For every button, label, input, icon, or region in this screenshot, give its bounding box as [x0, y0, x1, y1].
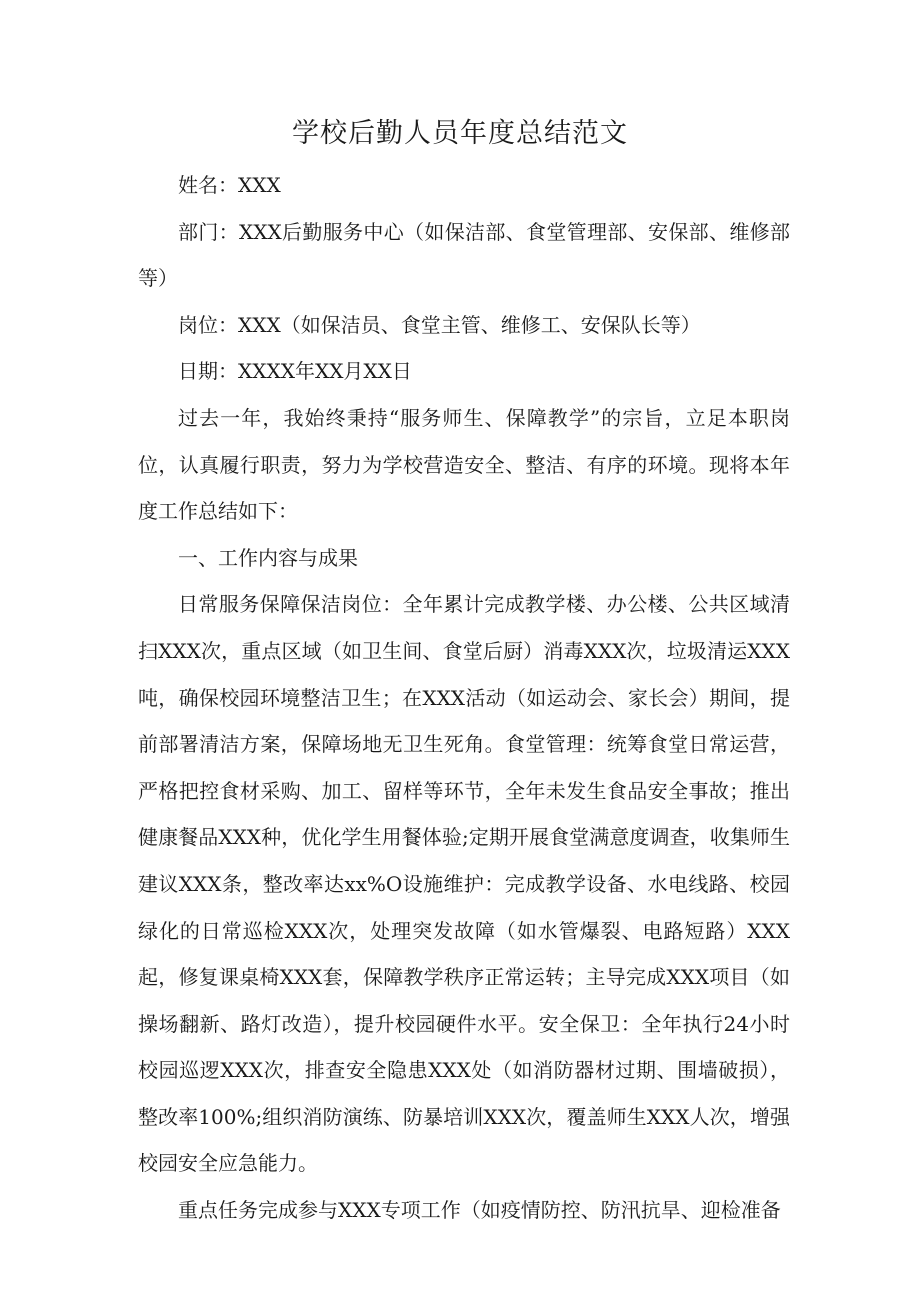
document-body	[138, 162, 790, 1234]
intro-paragraph: 过去一年，我始终秉持“服务师生、保障教学”的宗旨，立足本职岗位，认真履行职责，努力为学校营造安全、整洁、有序的环境。现将本年度工作总结如下：	[138, 405, 790, 524]
section-heading: 一、工作内容与成果	[178, 545, 358, 570]
meta-department: 部门：XXX后勤服务中心（如保洁部、食堂管理部、安保部、维修部等）	[138, 219, 790, 291]
meta-date: 日期：XXXX年XX月XX日	[178, 359, 412, 384]
section-two-paragraph: 重点任务完成参与XXX专项工作（如疫情防控、防汛抗旱、迎检准备	[178, 1198, 781, 1223]
section-body-paragraph: 日常服务保障保洁岗位：全年累计完成教学楼、办公楼、公共区域清扫XXX次，重点区域（如卫生间、食堂后厨）消毒XXX次，垃圾清运XXX吨，确保校园环境整洁卫生；在XXX活动（如运动会、家长会）期间，提前部署清洁方案，保障场地无卫生死角。食堂管理：统筹食堂日常运营，严格把控食材采购、加工、留样等环节，全年未发生食品安全事故；推出健康餐品XXX种，优化学生用餐体验;定期开展食堂满意度调查，收集师生建议XXX条，整改率达xx%O设施维护：完成教学设备、水电线路、校园绿化的日常巡检XXX次，处理突发故障（如水管爆裂、电路短路）XXX起，修复课桌椅XXX套，保障教学秩序正常运转；主导完成XXX项目（如操场翻新、路灯改造），提升校园硬件水平。安全保卫：全年执行24小时校园巡逻XXX次，排查安全隐患XXX处（如消防器材过期、围墙破损），整改率100%;组织消防演练、防暴培训XXX次，覆盖师生XXX人次，增强校园安全应急能力。	[138, 592, 790, 1176]
document-title: 学校后勤人员年度总结范文	[292, 118, 628, 149]
meta-position: 岗位：XXX（如保洁员、食堂主管、维修工、安保队长等）	[178, 312, 701, 337]
meta-name: 姓名：XXX	[178, 173, 281, 197]
